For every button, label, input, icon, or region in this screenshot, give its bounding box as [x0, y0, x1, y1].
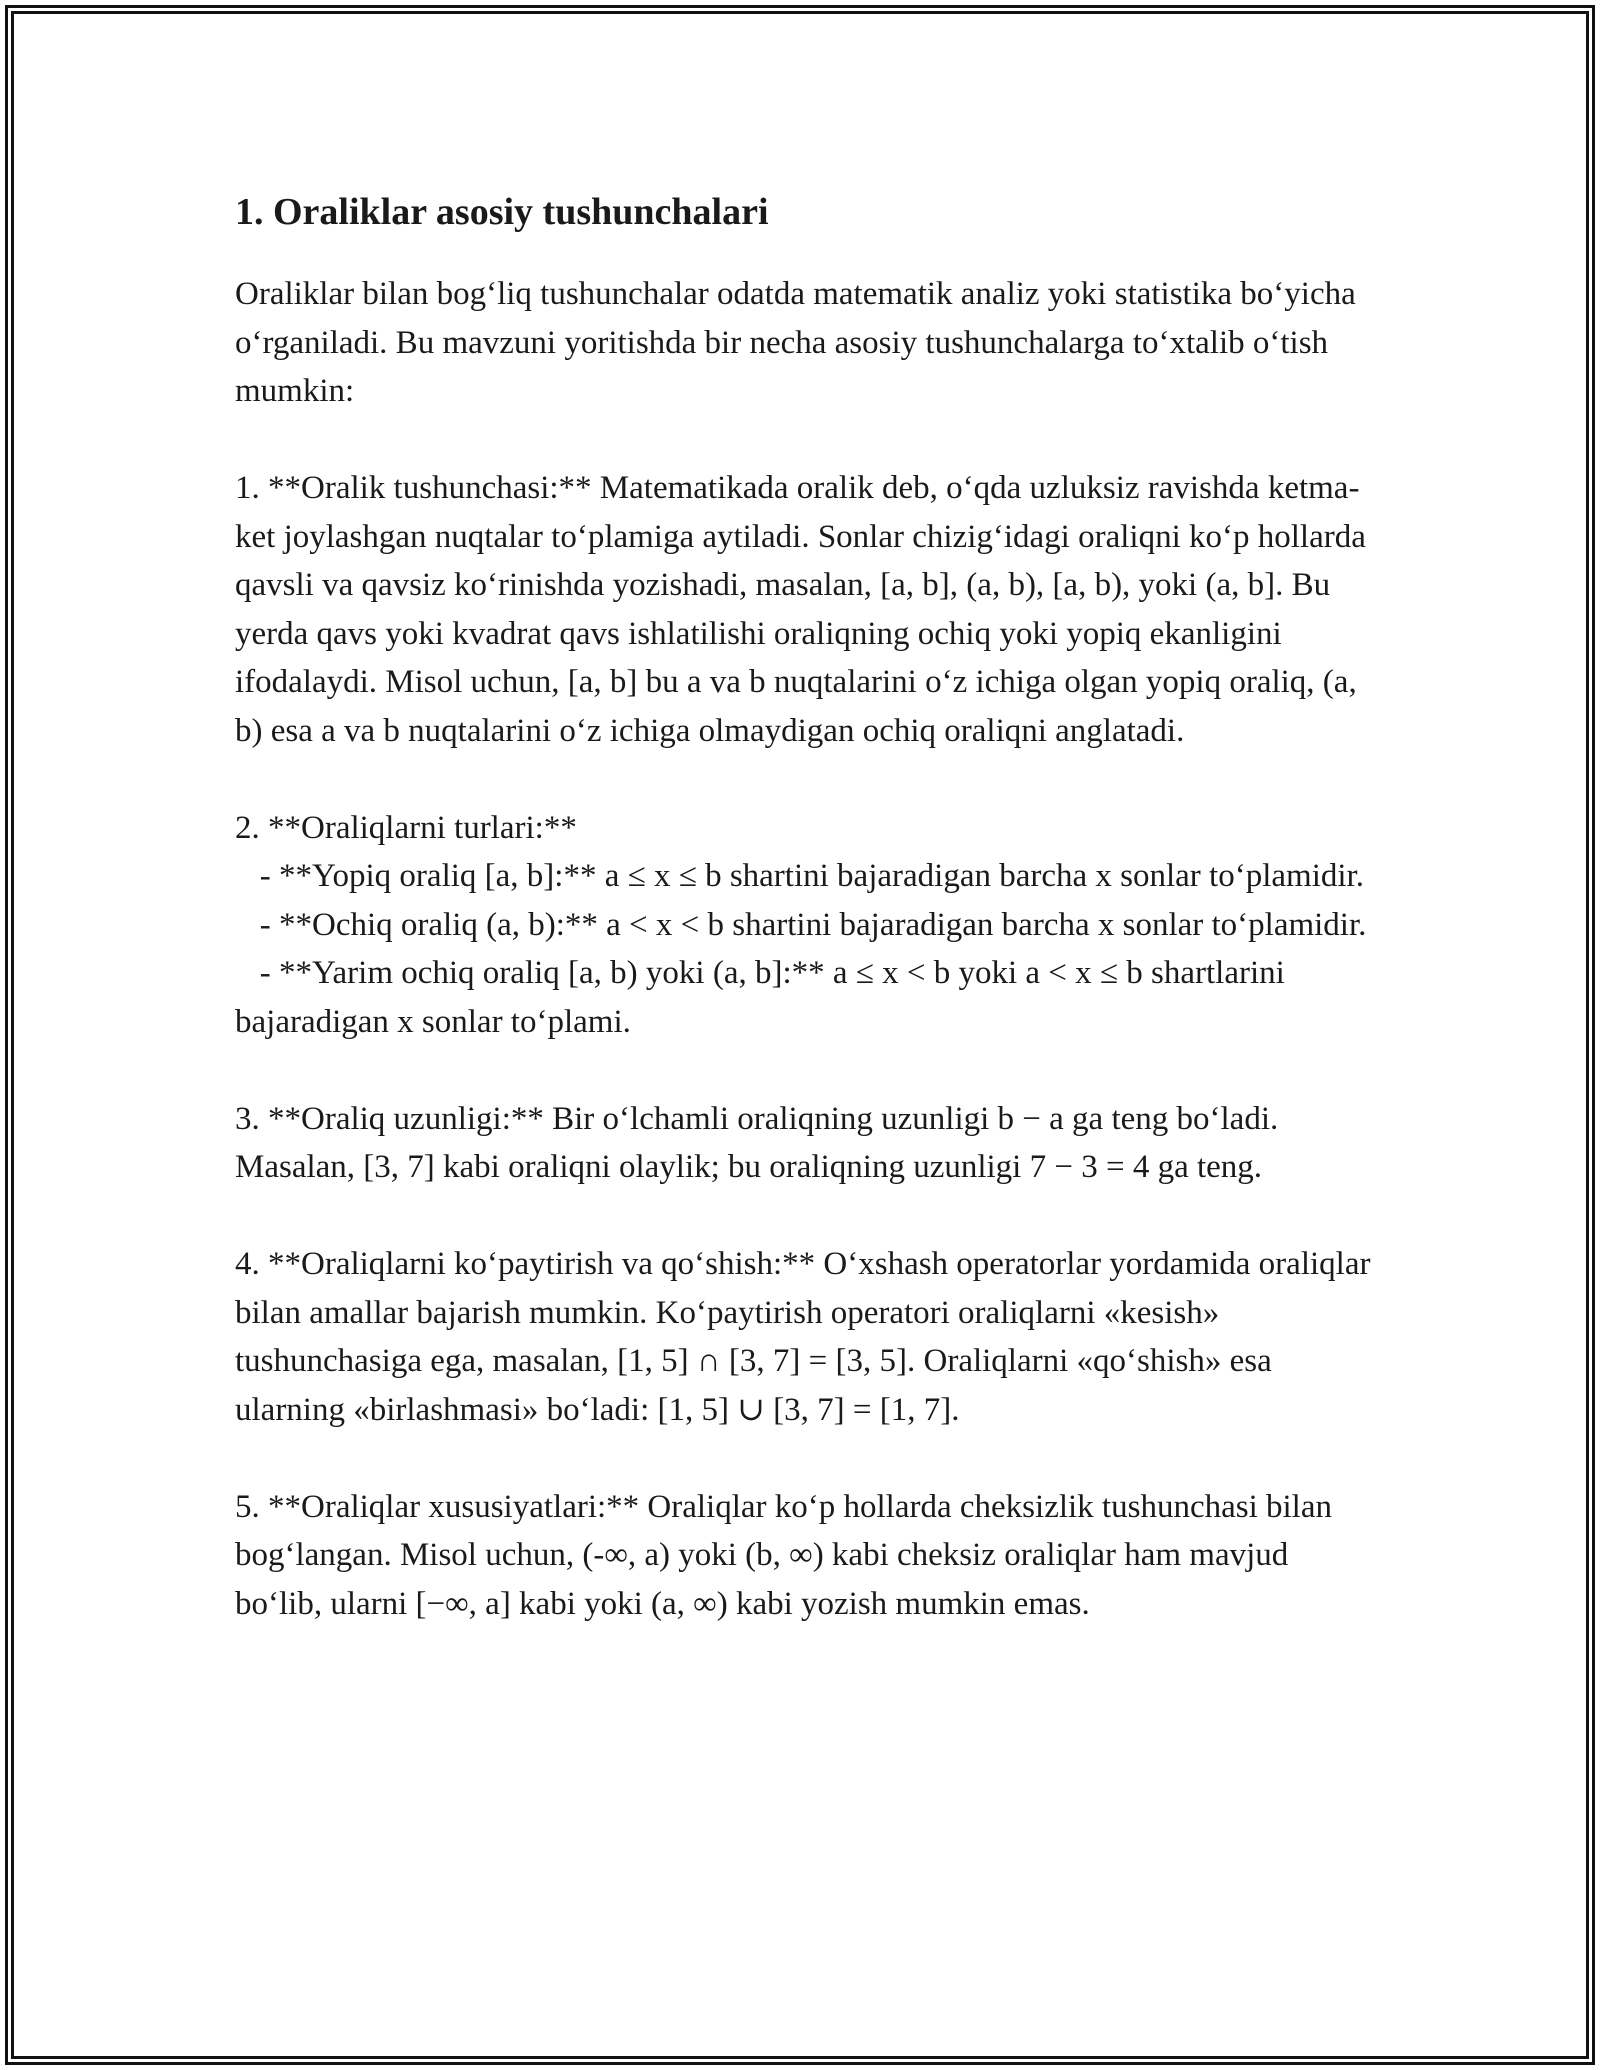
item-2-sub-2-text: - **Ochiq oraliq (a, b):** a < x < b shartini bajaradigan barcha x sonlar to‘plamidir. — [235, 906, 1367, 943]
paragraph-gap — [235, 755, 1375, 804]
item-2-sub-3-text: - **Yarim ochiq oraliq [a, b) yoki (a, b]:** a ≤ x < b yoki a < x ≤ b shartlarini bajaradigan x sonlar to‘plami. — [235, 955, 1294, 1040]
item-2-sub-3 — [235, 949, 1375, 1046]
paragraph-gap — [235, 1046, 1375, 1095]
item-2-sub-2 — [235, 901, 1375, 950]
item-2-title: 2. **Oraliqlarni turlari:** — [235, 809, 577, 846]
item-2-sub-1 — [235, 852, 1375, 901]
intro-paragraph: Oraliklar bilan bog‘liq tushunchalar odatda matematik analiz yoki statistika bo‘yicha o‘rganiladi. Bu mavzuni yoritishda bir necha asosiy tushunchalarga to‘xtalib o‘tish mumkin: — [235, 276, 1356, 409]
section-heading: 1. Oraliklar asosiy tushunchalari — [235, 191, 769, 233]
item-2-block — [235, 804, 1375, 1047]
item-2-sub-1-text: - **Yopiq oraliq [a, b]:** a ≤ x ≤ b shartini bajaradigan barcha x sonlar to‘plamidir. — [235, 858, 1364, 894]
item-4-paragraph: 4. **Oraliqlarni ko‘paytirish va qo‘shish:** O‘xshash operatorlar yordamida oraliqlar bilan amallar bajarish mumkin. Ko‘paytirish operatori oraliqlarni «kesish» tushunchasiga ega, masalan, [1, 5] ∩ [3, 7] = [3, 5]. Oraliqlarni «qo‘shish» esa ularning «birlashmasi» bo‘ladi: [1, 5] ∪ [3, 7] = [1, 7]. — [235, 1246, 1371, 1428]
item-3-paragraph: 3. **Oraliq uzunligi:** Bir o‘lchamli oraliqning uzunligi b − a ga teng bo‘ladi. Masalan, [3, 7] kabi oraliqni olaylik; bu oraliqning uzunligi 7 − 3 = 4 ga teng. — [235, 1100, 1279, 1185]
document-body — [235, 188, 1375, 1628]
paragraph-gap — [235, 1434, 1375, 1483]
item-1-paragraph: 1. **Oralik tushunchasi:** Matematikada oralik deb, o‘qda uzluksiz ravishda ketma-ket joylashgan nuqtalar to‘plamiga aytiladi. Sonlar chizig‘idagi oraliqni ko‘p hollarda qavsli va qavsiz ko‘rinishda yozishadi, masalan, [a, b], (a, b), [a, b), yoki (a, b]. Bu yerda qavs yoki kvadrat qavs ishlatilishi oraliqning ochiq yoki yopiq ekanligini ifodalaydi. Misol uchun, [a, b] bu a va b nuqtalarini o‘z ichiga olgan yopiq oraliq, (a, b) esa a va b nuqtalarini o‘z ichiga olmaydigan ochiq oraliqni anglatadi. — [235, 470, 1366, 749]
paragraph-gap — [235, 416, 1375, 465]
paragraph-gap — [235, 1192, 1375, 1241]
item-5-paragraph: 5. **Oraliqlar xususiyatlari:** Oraliqlar ko‘p hollarda cheksizlik tushunchasi bilan bog‘langan. Misol uchun, (-∞, a) yoki (b, ∞) kabi cheksiz oraliqlar ham mavjud bo‘lib, ularni [−∞, a] kabi yoki (a, ∞) kabi yozish mumkin emas. — [235, 1488, 1332, 1622]
